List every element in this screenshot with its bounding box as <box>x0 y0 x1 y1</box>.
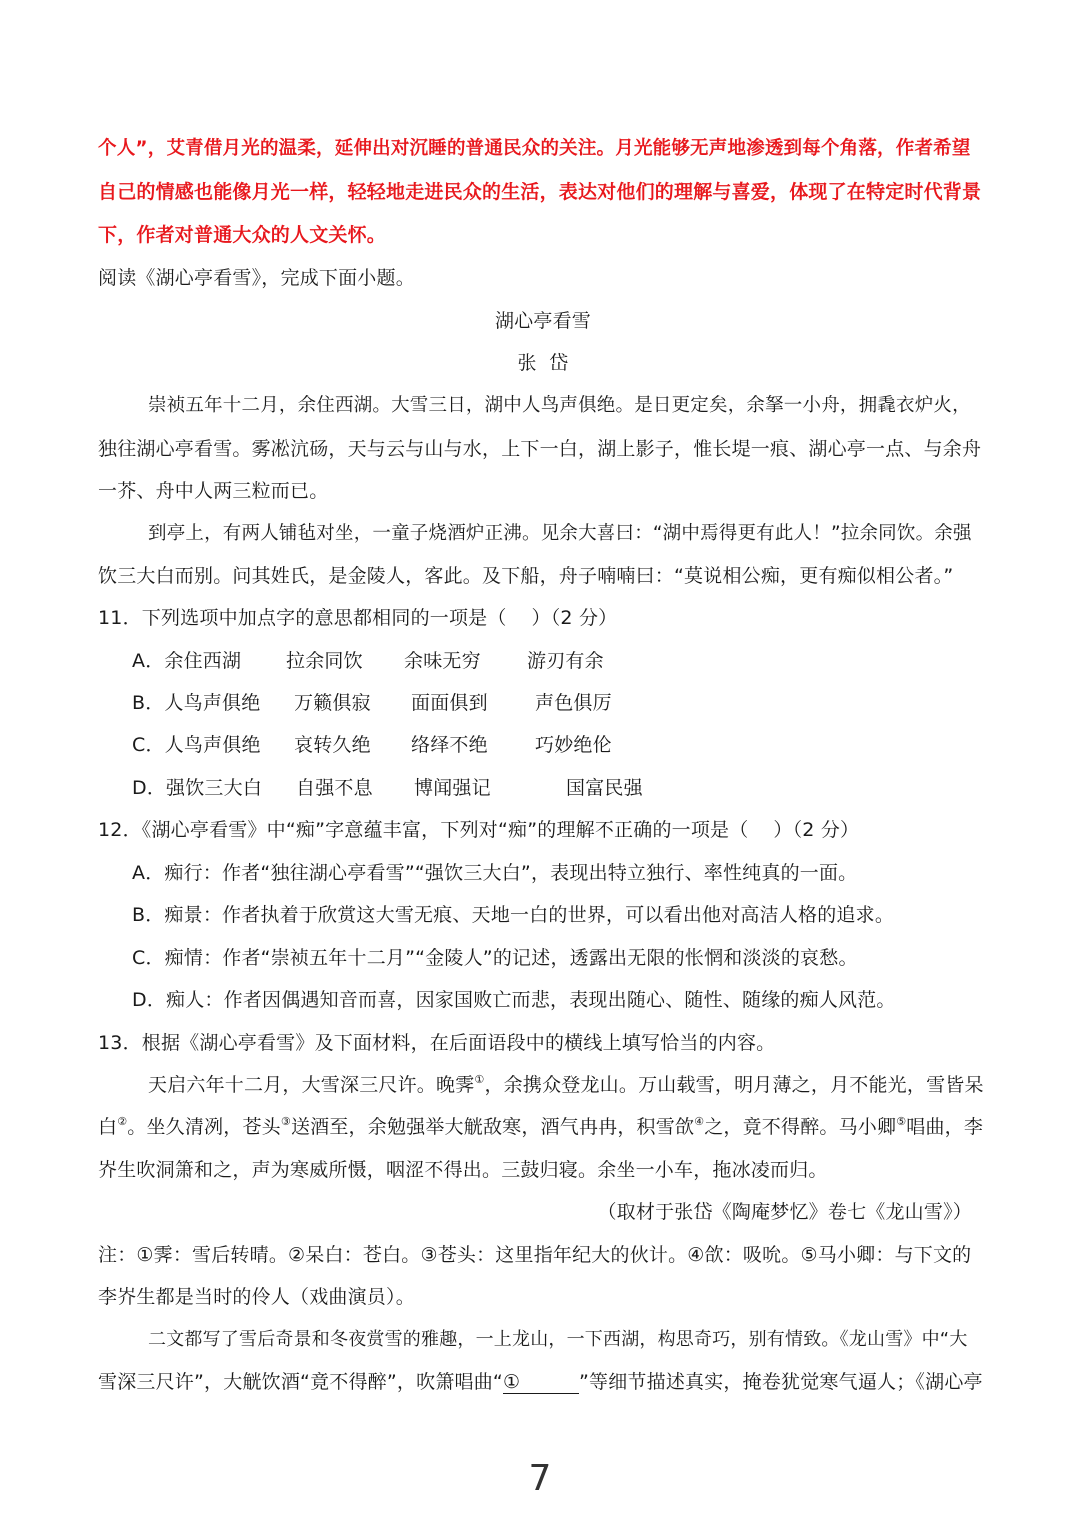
fill-paragraph-line <box>98 1369 988 1395</box>
notes-line: 注：①霁：雪后转晴。②呆白：苍白。③苍头：这里指年纪大的伙计。④欱：吸吮。⑤马小卿：与下文的 <box>98 1244 972 1266</box>
material-text: 唱曲，李 <box>906 1116 984 1138</box>
option-text: B．人鸟声俱绝 <box>132 692 261 714</box>
material-text: ，余携众登龙山。万山载雪，明月薄之，月不能光，雪皆呆 <box>484 1074 984 1096</box>
passage-line: 饮三大白而别。问其姓氏，是金陵人，客此。及下船，舟子喃喃曰：“莫说相公痴，更有痴似相公者。” <box>98 565 954 587</box>
paragraph-text: ”等细节描述真实，掩卷犹觉寒气逼人；《湖心亭 <box>578 1371 983 1393</box>
option-text: 自强不息 <box>296 777 373 799</box>
passage-line: 一芥、舟中人两三粒而已。 <box>98 480 329 502</box>
material-line <box>98 1114 988 1140</box>
material-text: 之，竟不得醉。马小卿 <box>704 1116 897 1138</box>
material-line: 岕生吹洞箫和之，声为寒威所慑，咽涩不得出。三鼓归寝。余坐一小车，拖冰凌而归。 <box>98 1159 828 1181</box>
passage-line: 独往湖心亭看雪。雾凇沆砀，天与云与山与水，上下一白，湖上影子，惟长堤一痕、湖心亭一点、与余舟 <box>98 438 982 460</box>
option-text: 游刃有余 <box>527 650 604 672</box>
material-source: （取材于张岱《陶庵梦忆》卷七《龙山雪》） <box>597 1201 972 1223</box>
option-text: 面面俱到 <box>411 692 488 714</box>
question-11-stem: 11．下列选项中加点字的意思都相同的一项是（ ）（2 分） <box>98 607 618 629</box>
note-marker: ⑤ <box>896 1115 907 1128</box>
q12-option-a: A．痴行：作者“独往湖心亭看雪”“强饮三大白”，表现出特立独行、率性纯真的一面。 <box>132 862 858 884</box>
passage-line: 到亭上，有两人铺毡对坐，一童子烧酒炉正沸。见余大喜曰：“湖中焉得更有此人！”拉余同饮。余强 <box>148 523 972 544</box>
material-text: 天启六年十二月，大雪深三尺许。晚霁 <box>148 1074 475 1096</box>
answer-line: 自己的情感也能像月光一样，轻轻地走进民众的生活，表达对他们的理解与喜爱，体现了在特定时代背景 <box>98 181 982 203</box>
option-text: 国富民强 <box>566 777 643 799</box>
fill-paragraph-line: 二文都写了雪后奇景和冬夜赏雪的雅趣，一上龙山，一下西湖，构思奇巧，别有情致。《龙山雪》中“大 <box>148 1329 968 1350</box>
material-text: 白 <box>98 1116 118 1138</box>
note-marker: ② <box>117 1115 128 1128</box>
answer-line: 下，作者对普通大众的人文关怀。 <box>98 224 387 246</box>
q11-option-c <box>132 732 1022 758</box>
note-marker: ③ <box>280 1115 291 1128</box>
q12-option-c: C．痴情：作者“崇祯五年十二月”“金陵人”的记述，透露出无限的怅惘和淡淡的哀愁。 <box>132 947 858 969</box>
q11-option-d <box>132 775 1022 801</box>
passage-title: 湖心亭看雪 <box>494 310 591 332</box>
answer-line: 个人”，艾青借月光的温柔，延伸出对沉睡的普通民众的关注。月光能够无声地渗透到每个角落，作者希望 <box>98 138 971 159</box>
option-text: 博闻强记 <box>414 777 491 799</box>
material-text: 送酒至，余勉强举大觥敌寒，酒气冉冉，积雪欱 <box>290 1116 695 1138</box>
material-line <box>148 1072 988 1098</box>
option-text: 哀转久绝 <box>294 734 371 756</box>
note-marker: ④ <box>694 1115 705 1128</box>
option-text: 拉余同饮 <box>286 650 363 672</box>
material-text: 。坐久清冽，苍头 <box>127 1116 281 1138</box>
note-marker: ① <box>474 1073 485 1086</box>
notes-line: 李岕生都是当时的伶人（戏曲演员）。 <box>98 1286 415 1308</box>
q11-option-a <box>132 648 1022 674</box>
page-number: 7 <box>528 1458 552 1499</box>
q11-option-b <box>132 690 1022 716</box>
reading-intro: 阅读《湖心亭看雪》，完成下面小题。 <box>98 267 415 289</box>
option-text: D．强饮三大白 <box>132 777 263 799</box>
option-text: 络绎不绝 <box>411 734 488 756</box>
question-12-stem: 12．《湖心亭看雪》中“痴”字意蕴丰富，下列对“痴”的理解不正确的一项是（ ）（2 分） <box>98 819 860 841</box>
option-text: 余味无穷 <box>404 650 481 672</box>
option-text: 万籁俱寂 <box>294 692 371 714</box>
paragraph-text: 雪深三尺许”，大觥饮酒“竟不得醉”，吹箫唱曲“ <box>98 1371 503 1393</box>
q12-option-b: B．痴景：作者执着于欣赏这大雪无痕、天地一白的世界，可以看出他对高洁人格的追求。 <box>132 904 895 926</box>
passage-line: 崇祯五年十二月，余住西湖。大雪三日，湖中人鸟声俱绝。是日更定矣，余拏一小舟，拥毳衣炉火， <box>148 395 971 416</box>
option-text: 声色俱厉 <box>535 692 612 714</box>
answer-blank-1[interactable]: ① <box>503 1371 579 1394</box>
option-text: 巧妙绝伦 <box>535 734 612 756</box>
option-text: A．余住西湖 <box>132 650 242 672</box>
passage-author: 张 岱 <box>517 352 569 374</box>
option-text: C．人鸟声俱绝 <box>132 734 261 756</box>
question-13-stem: 13．根据《湖心亭看雪》及下面材料，在后面语段中的横线上填写恰当的内容。 <box>98 1032 776 1054</box>
q12-option-d: D．痴人：作者因偶遇知音而喜，因家国败亡而悲，表现出随心、随性、随缘的痴人风范。 <box>132 989 896 1011</box>
